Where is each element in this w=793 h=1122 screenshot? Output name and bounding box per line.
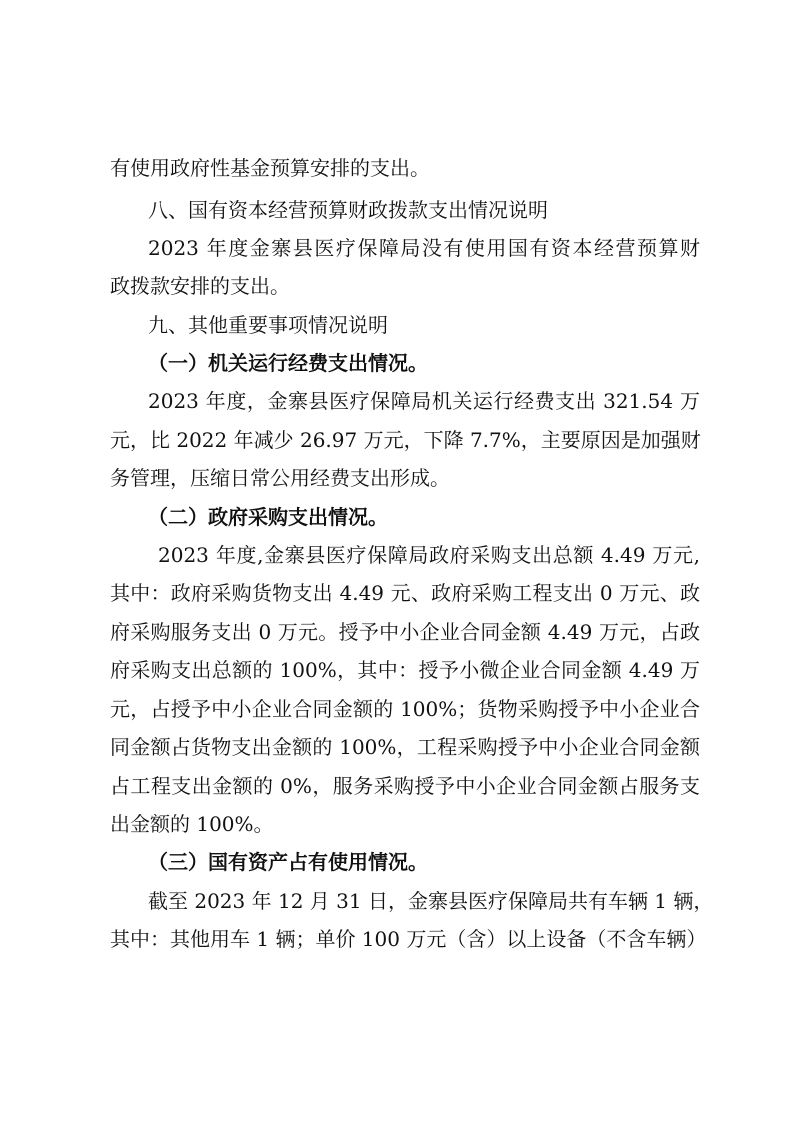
subsection-heading-2: （二）政府采购支出情况。 xyxy=(148,505,388,529)
subsection-heading-3: （三）国有资产占有使用情况。 xyxy=(148,850,428,874)
paragraph-line: 务管理，压缩日常公用经费支出形成。 xyxy=(110,466,450,490)
paragraph-line: 同金额占货物支出金额的 100%，工程采购授予中小企业合同金额 xyxy=(110,735,700,759)
paragraph-line: 元，比 2022 年减少 26.97 万元，下降 7.7%，主要原因是加强财 xyxy=(110,428,701,452)
section-heading-8: 八、国有资本经营预算财政拨款支出情况说明 xyxy=(148,198,548,222)
paragraph-line: 出金额的 100%。 xyxy=(110,812,274,836)
paragraph-line: 2023 年度，金寨县医疗保障局机关运行经费支出 321.54 万 xyxy=(148,389,700,413)
section-heading-9: 九、其他重要事项情况说明 xyxy=(148,313,388,337)
subsection-heading-1: （一）机关运行经费支出情况。 xyxy=(148,351,428,375)
paragraph-line: 其中：政府采购货物支出 4.49 元、政府采购工程支出 0 万元、政 xyxy=(110,581,700,605)
paragraph-line: 占工程支出金额的 0%，服务采购授予中小企业合同金额占服务支 xyxy=(110,774,700,798)
paragraph-line: 元，占授予中小企业合同金额的 100%；货物采购授予中小企业合 xyxy=(110,697,700,721)
paragraph-line: 政拨款安排的支出。 xyxy=(110,274,290,298)
paragraph-line: 有使用政府性基金预算安排的支出。 xyxy=(110,156,430,180)
paragraph-line: 其中：其他用车 1 辆；单价 100 万元（含）以上设备（不含车辆） xyxy=(110,927,707,951)
paragraph-line: 府采购支出总额的 100%，其中：授予小微企业合同金额 4.49 万 xyxy=(110,658,700,682)
paragraph-line: 2023 年度,金寨县医疗保障局政府采购支出总额 4.49 万元, xyxy=(158,543,700,567)
paragraph-line: 2023 年度金寨县医疗保障局没有使用国有资本经营预算财 xyxy=(148,236,700,260)
paragraph-line: 截至 2023 年 12 月 31 日，金寨县医疗保障局共有车辆 1 辆， xyxy=(148,889,714,913)
paragraph-line: 府采购服务支出 0 万元。授予中小企业合同金额 4.49 万元，占政 xyxy=(110,620,700,644)
